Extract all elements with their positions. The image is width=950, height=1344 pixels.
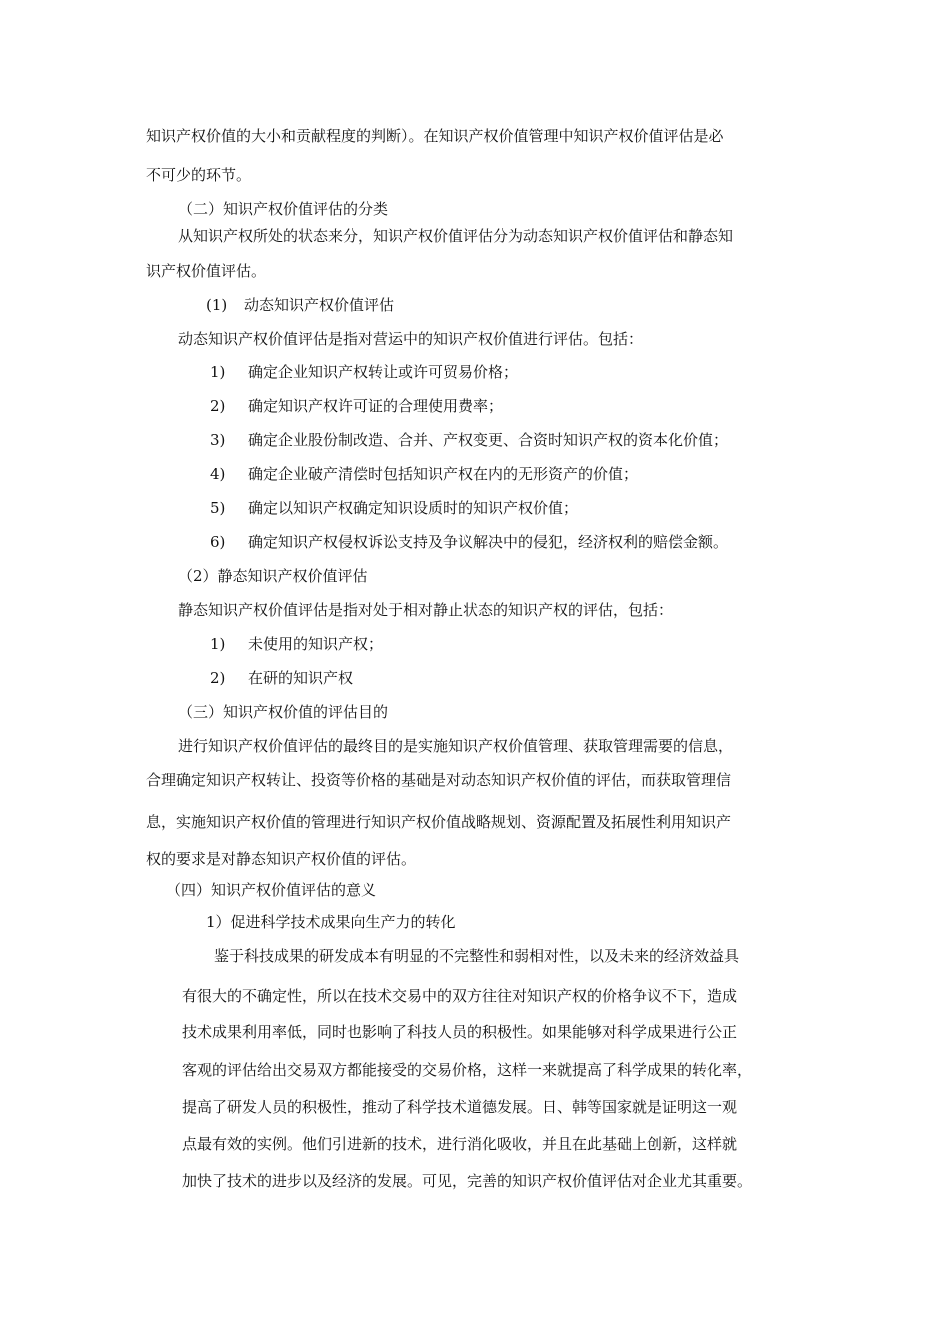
- list-text: 确定企业知识产权转让或许可贸易价格；: [248, 363, 519, 381]
- list-number: 6): [210, 533, 226, 551]
- list-text: 确定企业破产清偿时包括知识产权在内的无形资产的价值；: [248, 465, 639, 483]
- list-text: 确定知识产权许可证的合理使用费率；: [248, 397, 504, 415]
- subsection-heading: [206, 295, 394, 315]
- paragraph-line: 息，实施知识产权价值的管理进行知识产权价值战略规划、资源配置及拓展性利用知识产: [146, 813, 732, 831]
- list-number: 2): [210, 669, 226, 687]
- list-number: 1): [210, 635, 226, 653]
- list-item: [210, 498, 578, 518]
- list-text: 确定以知识产权确定知识设质时的知识产权价值；: [248, 499, 579, 517]
- paragraph-line: 客观的评估给出交易双方都能接受的交易价格，这样一来就提高了科学成果的转化率，: [182, 1061, 753, 1079]
- list-text: 未使用的知识产权；: [248, 635, 384, 653]
- paragraph-line: 不可少的环节。: [146, 166, 252, 184]
- paragraph-line: 从知识产权所处的状态来分，知识产权价值评估分为动态知识产权价值评估和静态知: [178, 227, 734, 245]
- list-number: 2): [210, 397, 226, 415]
- paragraph-line: 静态知识产权价值评估是指对处于相对静止状态的知识产权的评估，包括：: [178, 601, 674, 619]
- paragraph-line: 加快了技术的进步以及经济的发展。可见，完善的知识产权价值评估对企业尤其重要。: [182, 1172, 753, 1190]
- paragraph-line: 权的要求是对静态知识产权价值的评估。: [146, 850, 417, 868]
- list-number: (1): [206, 296, 228, 314]
- list-text: 在研的知识产权: [248, 669, 354, 687]
- list-number: 1): [210, 363, 226, 381]
- subsection-heading: （2）静态知识产权价值评估: [178, 567, 368, 585]
- list-text: 确定知识产权侵权诉讼支持及争议解决中的侵犯，经济权利的赔偿金额。: [248, 533, 729, 551]
- list-item: [210, 430, 728, 450]
- section-heading: （三）知识产权价值的评估目的: [178, 703, 389, 721]
- paragraph-line: 鉴于科技成果的研发成本有明显的不完整性和弱相对性，以及未来的经济效益具: [214, 947, 740, 965]
- paragraph-line: 提高了研发人员的积极性，推动了科学技术道德发展。日、韩等国家就是证明这一观: [182, 1098, 738, 1116]
- list-text: 确定企业股份制改造、合并、产权变更、合资时知识产权的资本化价值；: [248, 431, 729, 449]
- list-number: 3): [210, 431, 226, 449]
- paragraph-line: 知识产权价值的大小和贡献程度的判断）。在知识产权价值管理中知识产权价值评估是必: [146, 127, 724, 145]
- list-item: [210, 464, 638, 484]
- list-item: [210, 362, 518, 382]
- paragraph-line: 合理确定知识产权转让、投资等价格的基础是对动态知识产权价值的评估，而获取管理信: [146, 771, 732, 789]
- list-item: [210, 396, 503, 416]
- list-text: 动态知识产权价值评估: [244, 296, 395, 314]
- paragraph-line: 识产权价值评估。: [146, 262, 267, 280]
- list-number: 4): [210, 465, 226, 483]
- section-heading: （四）知识产权价值评估的意义: [166, 881, 377, 899]
- list-item: [210, 634, 383, 654]
- paragraph-line: 有很大的不确定性，所以在技术交易中的双方往往对知识产权的价格争议不下，造成: [182, 987, 738, 1005]
- paragraph-line: 动态知识产权价值评估是指对营运中的知识产权价值进行评估。包括：: [178, 330, 644, 348]
- paragraph-line: 点最有效的实例。他们引进新的技术，进行消化吸收，并且在此基础上创新，这样就: [182, 1135, 738, 1153]
- paragraph-line: 进行知识产权价值评估的最终目的是实施知识产权价值管理、获取管理需要的信息，: [178, 737, 734, 755]
- section-heading: （二）知识产权价值评估的分类: [178, 200, 389, 218]
- list-number: 5): [210, 499, 226, 517]
- subsection-heading: 1）促进科学技术成果向生产力的转化: [206, 913, 456, 931]
- list-item: [210, 668, 353, 688]
- list-item: [210, 532, 728, 552]
- paragraph-line: 技术成果利用率低，同时也影响了科技人员的积极性。如果能够对科学成果进行公正: [182, 1023, 738, 1041]
